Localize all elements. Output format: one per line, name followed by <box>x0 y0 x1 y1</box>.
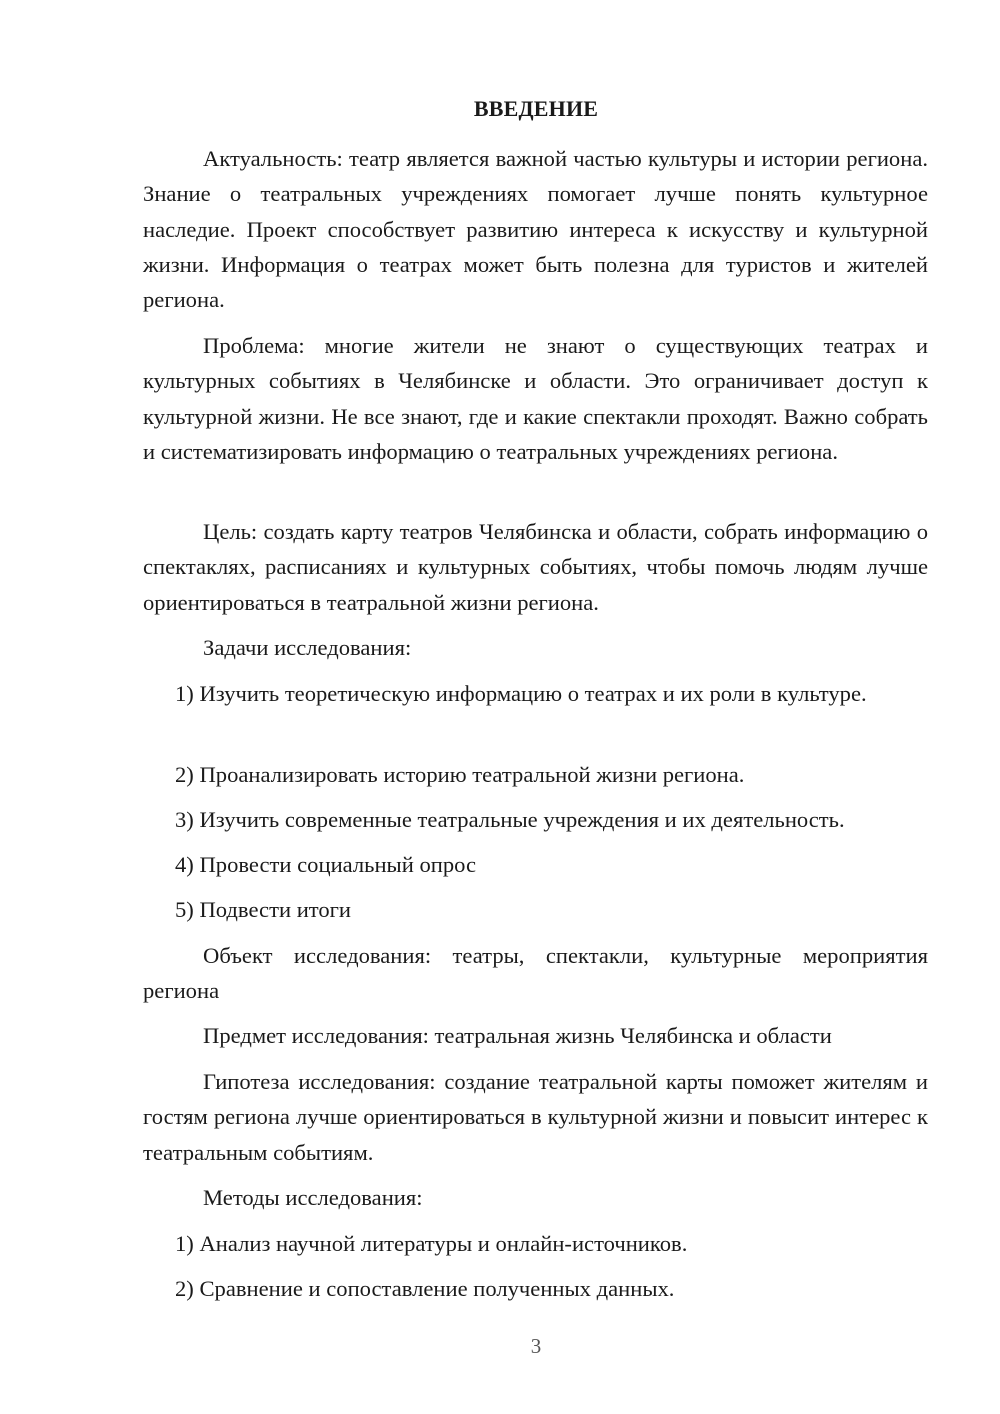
task-item: 2) Проанализировать историю театральной жизни региона. <box>175 762 745 787</box>
subject-paragraph: Предмет исследования: театральная жизнь Челябинска и области <box>203 1023 832 1048</box>
task-item: 5) Подвести итоги <box>175 897 352 922</box>
method-item: 1) Анализ научной литературы и онлайн-источников. <box>175 1231 688 1256</box>
goal-paragraph: Цель: создать карту театров Челябинска и области, собрать информацию о спектаклях, расписаниях и культурных событиях, чтобы помочь людям лучше ориентироваться в театральной жизни региона. <box>143 519 928 615</box>
section-heading: ВВЕДЕНИЕ <box>473 96 599 121</box>
task-item: 3) Изучить современные театральные учреждения и их деятельность. <box>175 807 845 832</box>
object-paragraph: Объект исследования: театры, спектакли, культурные мероприятия региона <box>143 943 928 1004</box>
task-item: 4) Провести социальный опрос <box>175 852 477 877</box>
tasks-title: Задачи исследования: <box>203 635 412 660</box>
problem-paragraph: Проблема: многие жители не знают о существующих театрах и культурных событиях в Челябинске и области. Это ограничивает доступ к культурной жизни. Не все знают, где и какие спектакли проходят. Важно собрать и систематизировать информацию о театральных учреждениях региона. <box>143 333 928 464</box>
hypothesis-paragraph: Гипотеза исследования: создание театральной карты поможет жителям и гостям региона лучше ориентироваться в культурной жизни и повысит интерес к театральным событиям. <box>143 1069 928 1165</box>
task-item: 1) Изучить теоретическую информацию о театрах и их роли в культуре. <box>175 681 867 706</box>
relevance-paragraph: Актуальность: театр является важной частью культуры и истории региона. Знание о театральных учреждениях помогает лучше понять культурное наследие. Проект способствует развитию интереса к искусству и культурной жизни. Информация о театрах может быть полезна для туристов и жителей региона. <box>143 146 928 313</box>
method-item: 2) Сравнение и сопоставление полученных данных. <box>175 1276 675 1301</box>
methods-title: Методы исследования: <box>203 1185 423 1210</box>
page-number: 3 <box>530 1334 542 1358</box>
